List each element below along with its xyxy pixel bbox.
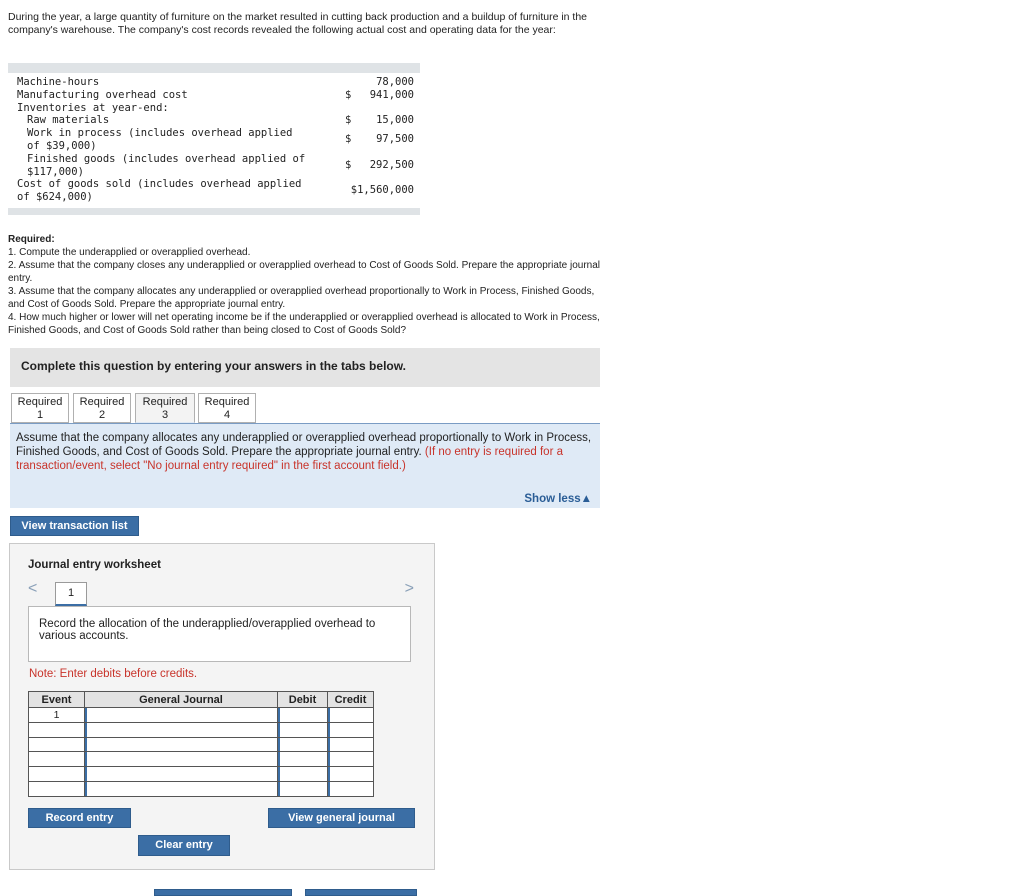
tab-label: Required [79,396,125,408]
event-cell [29,722,85,737]
cost-dollar: $ [345,159,352,171]
tab-label: Required [142,396,188,408]
credit-input[interactable] [328,737,374,752]
view-general-journal-button[interactable]: View general journal [268,808,415,828]
record-instruction-box: Record the allocation of the underapplied/overapplied overhead to various accounts. [28,606,411,662]
credit-input[interactable] [328,767,374,782]
event-cell [29,752,85,767]
cost-label: Cost of goods sold (includes overhead applied of $624,000) [17,178,302,203]
debit-input[interactable] [278,781,328,796]
required-item: 4. How much higher or lower will net operating income be if the underapplied or overapplied overhead is allocated to Work in Process, Finished Goods, and Cost of Goods Sold rather than being closed to Cost of Goods Sold? [8,312,600,336]
complete-question-banner: Complete this question by entering your answers in the tabs below. [10,348,600,387]
debit-input[interactable] [278,708,328,723]
event-cell [29,737,85,752]
view-transaction-list-button[interactable]: View transaction list [10,516,139,536]
account-input[interactable] [85,722,278,737]
cost-value: $1,560,000 [350,184,414,196]
table-row [29,781,374,796]
clear-entry-button[interactable]: Clear entry [138,835,230,856]
chevron-left-icon[interactable]: < [28,580,38,597]
required-item: 3. Assume that the company allocates any underapplied or overapplied overhead proportionally to Work in Process, Finished Goods, and Cost of Goods Sold. Prepare the appropriate journal entry. [8,286,595,310]
partial-button[interactable] [305,889,417,896]
cost-label: Work in process (includes overhead applied of $39,000) [27,127,293,152]
cost-value: 292,500 [369,159,414,171]
debit-input[interactable] [278,722,328,737]
cost-dollar: $ [345,133,352,145]
credit-input[interactable] [328,752,374,767]
tab-number: 3 [161,409,169,421]
event-cell [29,781,85,796]
cost-label: Inventories at year-end: [17,102,169,114]
page-number-box[interactable]: 1 [55,582,87,606]
debit-header: Debit [278,692,328,708]
problem-intro: During the year, a large quantity of furniture on the market resulted in cutting back production and a buildup of furniture in the company's warehouse. The company's cost records revealed the following actual cost and operating data for the year: [8,11,588,36]
account-input[interactable] [85,767,278,782]
credit-input[interactable] [328,708,374,723]
tab-required-2[interactable] [73,393,131,423]
cost-label: Finished goods (includes overhead applied of $117,000) [27,153,306,178]
tab-required-1[interactable] [11,393,69,423]
cost-value: 97,500 [376,133,414,145]
cost-dollar: $ [345,114,352,126]
cost-label: Manufacturing overhead cost [17,89,188,101]
cost-value: 15,000 [376,114,414,126]
required-section [8,233,608,337]
record-entry-button[interactable]: Record entry [28,808,131,828]
account-input[interactable] [85,708,278,723]
worksheet-title: Journal entry worksheet [28,559,161,571]
account-input[interactable] [85,737,278,752]
debits-note: Note: Enter debits before credits. [29,668,198,680]
credit-input[interactable] [328,781,374,796]
instruction-panel [10,424,600,508]
instruction-note: (If no entry is required for a transaction/event, select "No journal entry required" in the first account field.) [16,446,563,472]
tab-required-3[interactable] [135,393,195,423]
tab-number: 1 [36,409,44,421]
table-row [29,737,374,752]
cost-value: 78,000 [376,76,414,88]
cost-dollar: $ [345,89,352,101]
required-item: 2. Assume that the company closes any underapplied or overapplied overhead to Cost of Goods Sold. Prepare the appropriate journal entry. [8,260,601,284]
cost-data-table [8,63,420,215]
debit-input[interactable] [278,767,328,782]
chevron-right-icon[interactable]: > [404,580,414,597]
tab-label: Required [17,396,63,408]
journal-table [28,691,374,797]
credit-input[interactable] [328,722,374,737]
account-input[interactable] [85,752,278,767]
event-cell [29,767,85,782]
debit-input[interactable] [278,752,328,767]
show-less-link[interactable]: Show less▲ [524,493,592,505]
tab-number: 2 [98,409,106,421]
journal-entry-worksheet [9,543,435,870]
instruction-text: Assume that the company allocates any underapplied or overapplied overhead proportionally to Work in Process, Finished Goods, and Cost of Goods Sold. Prepare the appropriate journal entry. [16,432,592,458]
tab-label: Required [204,396,250,408]
table-row [29,722,374,737]
required-heading: Required: [8,234,55,245]
table-row [29,708,374,723]
credit-header: Credit [328,692,374,708]
tab-required-4[interactable] [198,393,256,423]
debit-input[interactable] [278,737,328,752]
cost-label: Machine-hours [17,76,100,88]
event-header: Event [29,692,85,708]
table-row [29,752,374,767]
required-item: 1. Compute the underapplied or overapplied overhead. [8,247,251,258]
general-journal-header: General Journal [85,692,278,708]
account-input[interactable] [85,781,278,796]
partial-button[interactable] [154,889,292,896]
event-cell: 1 [29,708,85,723]
cost-label: Raw materials [27,114,110,126]
tab-number: 4 [223,409,231,421]
cost-value: 941,000 [369,89,414,101]
table-row [29,767,374,782]
